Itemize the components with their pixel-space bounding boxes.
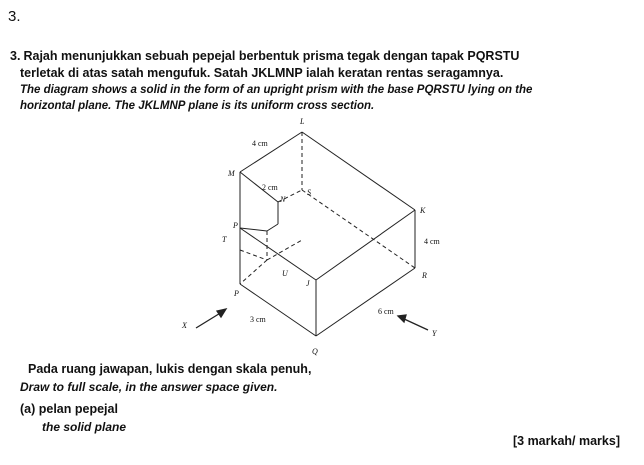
dimension-right-height: 4 cm	[424, 237, 440, 246]
dimension-bottom-right: 6 cm	[378, 307, 394, 316]
label-J: J	[306, 279, 310, 288]
question-text	[10, 48, 630, 114]
label-M: M	[228, 169, 235, 178]
instruction-english: Draw to full scale, in the answer space given.	[20, 380, 278, 394]
lead-mark: 3.	[10, 49, 21, 63]
label-P-lower: P	[234, 289, 239, 298]
instruction-malay: Pada ruang jawapan, lukis dengan skala penuh,	[28, 362, 312, 376]
question-number: 3.	[8, 8, 21, 25]
malay-text-1: Rajah menunjukkan sebuah pepejal berbentuk prisma tegak dengan tapak PQRSTU	[23, 49, 520, 63]
label-U: U	[282, 269, 288, 278]
label-N: N	[280, 195, 286, 204]
label-Q: Q	[312, 347, 318, 356]
part-a-malay: (a) pelan pepejal	[20, 402, 118, 416]
label-Y: Y	[432, 329, 437, 338]
solid-edges	[240, 132, 415, 336]
prism-diagram	[170, 110, 460, 360]
prism-svg	[170, 110, 460, 360]
dimension-bottom-left: 3 cm	[250, 315, 266, 324]
label-T: T	[222, 235, 227, 244]
label-K: K	[420, 206, 426, 215]
english-line-1: The diagram shows a solid in the form of an upright prism with the base PQRSTU lying on the	[20, 84, 533, 96]
label-X: X	[182, 321, 187, 330]
marks-label: [3 markah/ marks]	[512, 434, 620, 448]
dimension-step: 2 cm	[262, 183, 278, 192]
malay-line-2: terletak di atas satah mengufuk. Satah JKLMNP ialah keratan rentas seragamnya.	[20, 66, 504, 80]
label-L: L	[300, 117, 305, 126]
dimension-top: 4 cm	[252, 139, 268, 148]
instructions-block	[20, 360, 620, 436]
label-S: S	[307, 188, 311, 197]
part-a-english: the solid plane	[42, 420, 127, 434]
label-R: R	[422, 271, 427, 280]
malay-line-1	[10, 48, 630, 65]
label-P-upper: P	[233, 221, 238, 230]
english-line-2: horizontal plane. The JKLMNP plane is its uniform cross section.	[20, 100, 375, 112]
